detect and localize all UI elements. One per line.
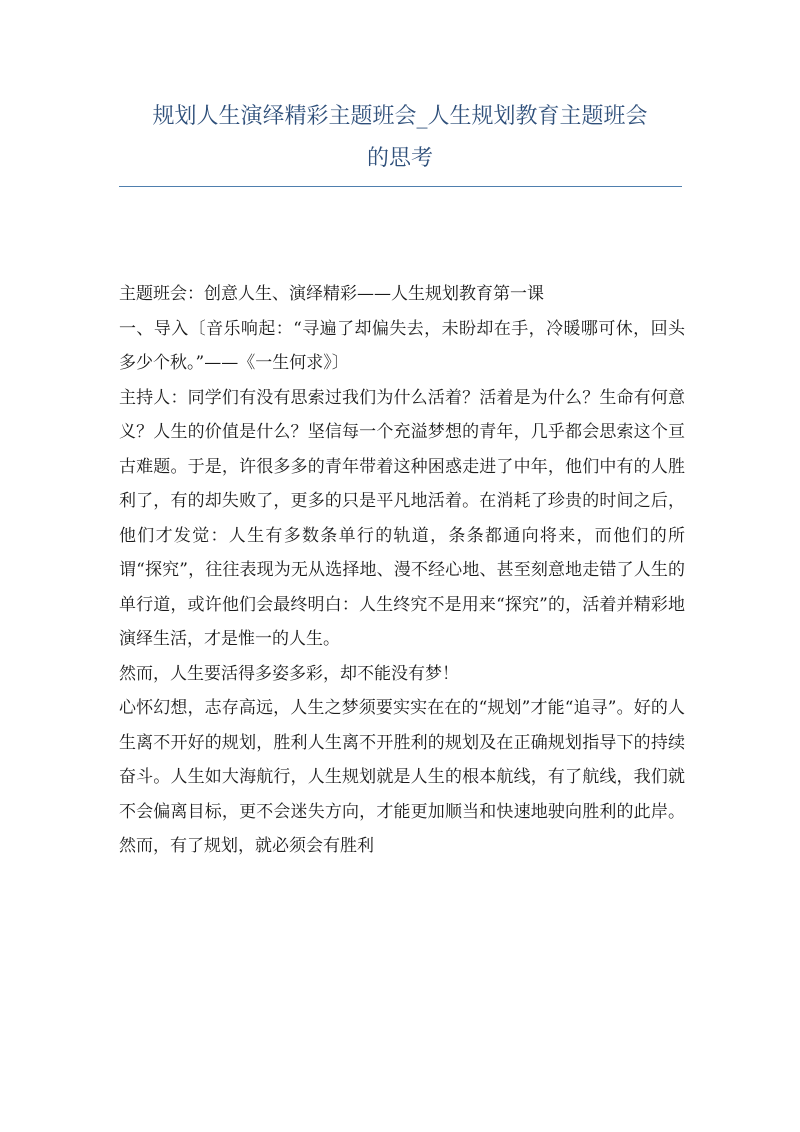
planning-paragraph: 心怀幻想，志存高远，人生之梦须要实实在在的“规划”才能“追寻”。好的人生离不开好的规划，胜利人生离不开胜利的规划及在正确规划指导下的持续奋斗。人生如大海航行，人生规划就是人生的根本航线，有了航线，我们就不会偏离目标，更不会迷失方向，才能更加顺当和快速地驶向胜利的此岸。然而，有了规划，就必须会有胜利: [119, 698, 685, 856]
intro-paragraph: 一、导入〔音乐响起：“寻遍了却偏失去，未盼却在手，冷暖哪可休，回头多少个秋。”——《一生何求》〕: [119, 318, 685, 373]
document-title-line-2: 的思考: [366, 146, 433, 171]
subtitle-paragraph: 主题班会：创意人生、演绎精彩——人生规划教育第一课: [119, 284, 544, 304]
dream-paragraph: 然而，人生要活得多姿多彩，却不能没有梦！: [119, 663, 459, 684]
document-title-line-1: 规划人生演绎精彩主题班会_人生规划教育主题班会: [152, 104, 648, 129]
host-paragraph: 主持人：同学们有没有思索过我们为什么活着？活着是为什么？生命有何意义？人生的价值是什么？坚信每一个充溢梦想的青年，几乎都会思索这个亘古难题。于是，许很多多的青年带着这种困惑走进了中年，他们中有的人胜利了，有的却失败了，更多的只是平凡地活着。在消耗了珍贵的时间之后，他们才发觉：人生有多数条单行的轨道，条条都通向将来，而他们的所谓“探究”，往往表现为无从选择地、漫不经心地、甚至刻意地走错了人生的单行道，或许他们会最终明白：人生终究不是用来“探究”的，活着并精彩地演绎生活，才是惟一的人生。: [119, 387, 685, 649]
document-body: [119, 277, 685, 864]
title-underline: [119, 186, 682, 187]
document-title: [100, 96, 700, 180]
